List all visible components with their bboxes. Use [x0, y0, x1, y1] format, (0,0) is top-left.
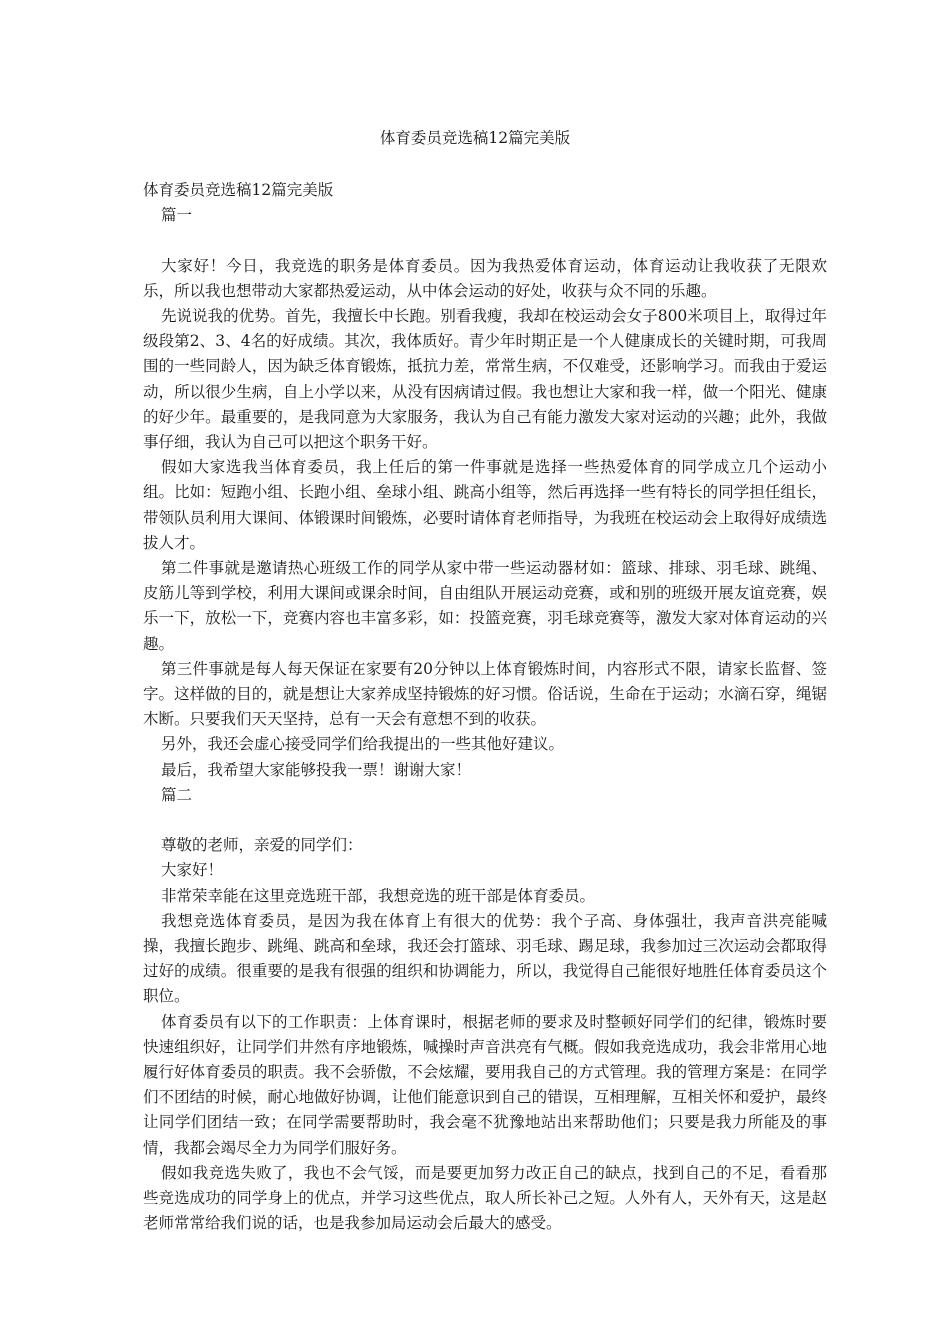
- paragraph: 非常荣幸能在这里竞选班干部，我想竞选的班干部是体育委员。: [161, 886, 596, 905]
- section-heading-1: 篇一: [161, 206, 193, 225]
- paragraph: 大家好！今日，我竞选的职务是体育委员。因为我热爱体育运动，体育运动让我收获了无限欢乐，所以我也想带动大家都热爱运动，从中体会运动的好处，收获与众不同的乐趣。: [143, 256, 827, 300]
- paragraph: 假如我竞选失败了，我也不会气馁，而是要更加努力改正自己的缺点，找到自己的不足，看看那些竞选成功的同学身上的优点，并学习这些优点，取人所长补己之短。人外有人，天外有天，这是赵老师常常给我们说的话，也是我参加局运动会后最大的感受。: [143, 1163, 827, 1233]
- section-gap: [143, 808, 827, 833]
- section-gap: [143, 228, 827, 253]
- paragraph: 先说说我的优势。首先，我擅长中长跑。别看我瘦，我却在校运动会女子800米项目上，取得过年级段第2、3、4名的好成绩。其次，我体质好。青少年时期正是一个人健康成长的关键时期，可我周围的一些同龄人，因为缺乏体育锻炼，抵抗力差，常常生病，不仅难受，还影响学习。而我由于爱运动，所以很少生病，自上小学以来，从没有因病请过假。我也想让大家和我一样，做一个阳光、健康的好少年。最重要的，是我同意为大家服务，我认为自己有能力激发大家对运动的兴趣；此外，我做事仔细，我认为自己可以把这个职务干好。: [143, 307, 827, 452]
- paragraph: 第二件事就是邀请热心班级工作的同学从家中带一些运动器材如：篮球、排球、羽毛球、跳绳、皮筋儿等到学校，利用大课间或课余时间，自由组队开展运动竞赛，或和别的班级开展友谊竞赛，娱乐一下，放松一下，竞赛内容也丰富多彩，如：投篮竞赛，羽毛球竞赛等，激发大家对体育运动的兴趣。: [143, 559, 827, 653]
- paragraph: 假如大家选我当体育委员，我上任后的第一件事就是选择一些热爱体育的同学成立几个运动小组。比如：短跑小组、长跑小组、垒球小组、跳高小组等，然后再选择一些有特长的同学担任组长，带领队员利用大课间、体锻课时间锻炼，必要时请体育老师指导，为我班在校运动会上取得好成绩选拔人才。: [143, 458, 827, 552]
- paragraph: 我想竞选体育委员，是因为我在体育上有很大的优势：我个子高、身体强壮，我声音洪亮能喊操，我擅长跑步、跳绳、跳高和垒球，我还会打篮球、羽毛球、踢足球，我参加过三次运动会都取得过好的成绩。很重要的是我有很强的组织和协调能力，所以，我觉得自己能很好地胜任体育委员这个职位。: [143, 911, 827, 1006]
- paragraph: 最后，我希望大家能够投我一票！谢谢大家！: [161, 760, 472, 779]
- section-heading-2: 篇二: [161, 785, 193, 804]
- paragraph: 尊敬的老师，亲爱的同学们：: [161, 836, 363, 855]
- paragraph: 体育委员有以下的工作职责：上体育课时，根据老师的要求及时整顿好同学们的纪律，锻炼时要快速组织好，让同学们井然有序地锻炼，喊操时声音洪亮有气概。假如我竞选成功，我会非常用心地履行好体育委员的职责。我不会骄傲，不会炫耀，要用我自己的方式管理。我的管理方案是：在同学们不团结的时候，耐心地做好协调，让他们能意识到自己的错误，互相理解，互相关怀和爱护，最终让同学们团结一致；在同学需要帮助时，我会毫不犹豫地站出来帮助他们；只要是我力所能及的事情，我都会竭尽全力为同学们服好务。: [143, 1012, 827, 1157]
- document-body: [143, 178, 827, 1237]
- document-title: 体育委员竞选稿12篇完美版: [379, 129, 571, 147]
- document-subtitle: 体育委员竞选稿12篇完美版: [143, 181, 334, 199]
- paragraph: 大家好！: [161, 861, 224, 880]
- paragraph: 第三件事就是每人每天保证在家要有20分钟以上体育锻炼时间，内容形式不限，请家长监督、签字。这样做的目的，就是想让大家养成坚持锻炼的好习惯。俗话说，生命在于运动；水滴石穿，绳锯木断。只要我们天天坚持，总有一天会有意想不到的收获。: [143, 659, 827, 729]
- paragraph: 另外，我还会虚心接受同学们给我提出的一些其他好建议。: [161, 735, 565, 754]
